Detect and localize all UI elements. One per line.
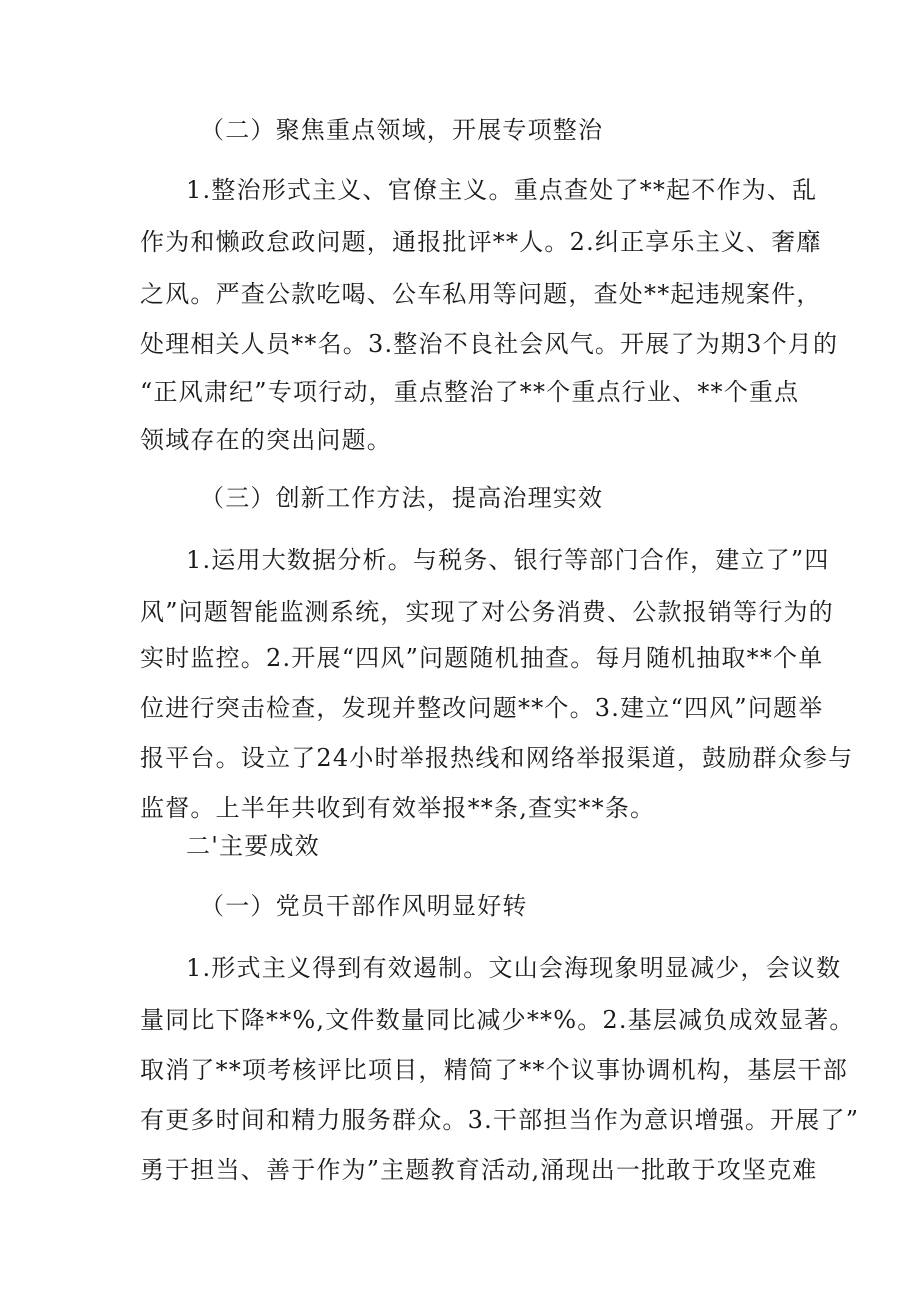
paragraph-line: 监督。上半年共收到有效举报**条,查实**条。: [140, 794, 656, 822]
paragraph-line: 实时监控。2.开展“四风”问题随机抽查。每月随机抽取**个单: [140, 644, 824, 672]
paragraph-line: 勇于担当、善于作为”主题教育活动,涌现出一批敢于攻坚克难: [140, 1156, 818, 1184]
paragraph-line: 处理相关人员**名。3.整治不良社会风气。开展了为期3个月的: [140, 330, 839, 358]
paragraph-line: 1.形式主义得到有效遏制。文山会海现象明显减少，会议数: [186, 954, 842, 982]
paragraph-line: 之风。严查公款吃喝、公车私用等问题，查处**起违规案件，: [140, 280, 822, 308]
paragraph-line: 量同比下降**%,文件数量同比减少**%。2.基层减负成效显著。: [140, 1006, 855, 1034]
section-heading-1: （一）党员干部作风明显好转: [200, 892, 528, 920]
chapter-heading: 二'主要成效: [186, 832, 320, 860]
paragraph-line: 有更多时间和精力服务群众。3.干部担当作为意识增强。开展了”: [140, 1106, 860, 1134]
paragraph-line: 1.整治形式主义、官僚主义。重点查处了**起不作为、乱: [186, 176, 818, 204]
paragraph-line: 报平台。设立了24小时举报热线和网络举报渠道，鼓励群众参与: [140, 744, 854, 772]
section-heading-2: （二）聚焦重点领域，开展专项整治: [200, 116, 604, 144]
paragraph-line: “正风肃纪”专项行动，重点整治了**个重点行业、**个重点: [140, 378, 800, 406]
paragraph-line: 领域存在的突出问题。: [140, 426, 392, 454]
section-heading-3: （三）创新工作方法，提高治理实效: [200, 484, 604, 512]
paragraph-line: 1.运用大数据分析。与税务、银行等部门合作，建立了”四: [186, 546, 830, 574]
paragraph-line: 位进行突击检查，发现并整改问题**个。3.建立“四风”问题举: [140, 694, 824, 722]
paragraph-line: 作为和懒政怠政问题，通报批评**人。2.纠正享乐主义、奢靡: [140, 228, 822, 256]
paragraph-line: 风”问题智能监测系统，实现了对公务消费、公款报销等行为的: [140, 598, 834, 626]
paragraph-line: 取消了**项考核评比项目，精简了**个议事协调机构，基层干部: [140, 1056, 848, 1084]
